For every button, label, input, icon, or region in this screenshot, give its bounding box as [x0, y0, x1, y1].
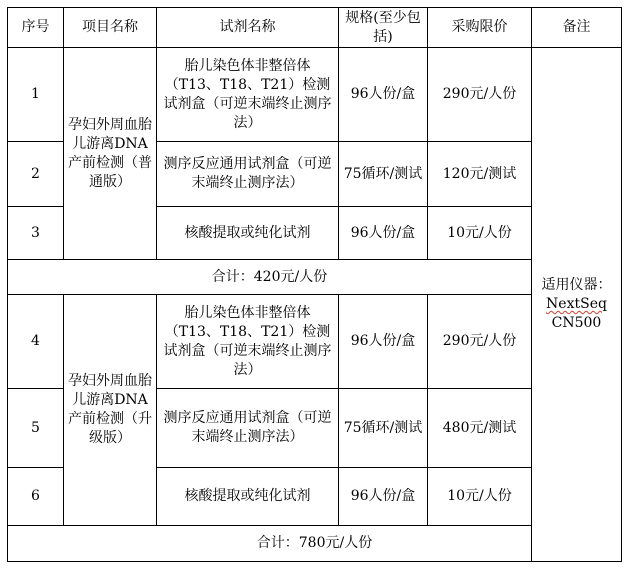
- header-price: 采购限价: [428, 8, 532, 48]
- row-reagent: 核酸提取或纯化试剂: [157, 468, 339, 526]
- row-seq: 4: [8, 295, 64, 389]
- row-price: 480元/测试: [428, 389, 532, 468]
- row-reagent: 胎儿染色体非整倍体（T13、T18、T21）检测试剂盒（可逆末端终止测序法）: [157, 48, 339, 142]
- row-reagent: 胎儿染色体非整倍体（T13、T18、T21）检测试剂盒（可逆末端终止测序法）: [157, 295, 339, 389]
- row-price: 290元/人份: [428, 48, 532, 142]
- header-reagent: 试剂名称: [157, 8, 339, 48]
- row-reagent: 测序反应通用试剂盒（可逆末端终止测序法）: [157, 389, 339, 468]
- procurement-table: [7, 7, 622, 562]
- row-seq: 3: [8, 207, 64, 260]
- header-remark: 备注: [532, 8, 622, 48]
- row-spec: 96人份/盒: [339, 295, 428, 389]
- row-seq: 6: [8, 468, 64, 526]
- row-spec: 96人份/盒: [339, 207, 428, 260]
- total-row: [8, 260, 622, 295]
- row-price: 10元/人份: [428, 207, 532, 260]
- project-name: 孕妇外周血胎儿游离DNA产前检测（普通版）: [64, 48, 157, 260]
- row-reagent: 测序反应通用试剂盒（可逆末端终止测序法）: [157, 142, 339, 207]
- remark-instrument: NextSeq: [546, 296, 607, 312]
- row-price: 10元/人份: [428, 468, 532, 526]
- remark-prefix: 适用仪器：: [541, 277, 612, 293]
- row-spec: 75循环/测试: [339, 389, 428, 468]
- row-spec: 96人份/盒: [339, 48, 428, 142]
- row-spec: 96人份/盒: [339, 468, 428, 526]
- header-seq: 序号: [8, 8, 64, 48]
- header-row: [8, 8, 622, 48]
- row-seq: 5: [8, 389, 64, 468]
- row-seq: 1: [8, 48, 64, 142]
- remark-cell: [532, 48, 622, 562]
- table-row: [8, 48, 622, 142]
- row-seq: 2: [8, 142, 64, 207]
- remark-model: CN500: [551, 315, 602, 331]
- table-row: [8, 295, 622, 389]
- total-row: [8, 526, 622, 562]
- row-spec: 75循环/测试: [339, 142, 428, 207]
- project-name: 孕妇外周血胎儿游离DNA产前检测（升级版）: [64, 295, 157, 526]
- row-price: 290元/人份: [428, 295, 532, 389]
- header-spec: 规格(至少包括): [339, 8, 428, 48]
- total-cell: 合计：420元/人份: [8, 260, 532, 295]
- total-cell: 合计：780元/人份: [8, 526, 622, 562]
- header-project: 项目名称: [64, 8, 157, 48]
- row-price: 120元/测试: [428, 142, 532, 207]
- row-reagent: 核酸提取或纯化试剂: [157, 207, 339, 260]
